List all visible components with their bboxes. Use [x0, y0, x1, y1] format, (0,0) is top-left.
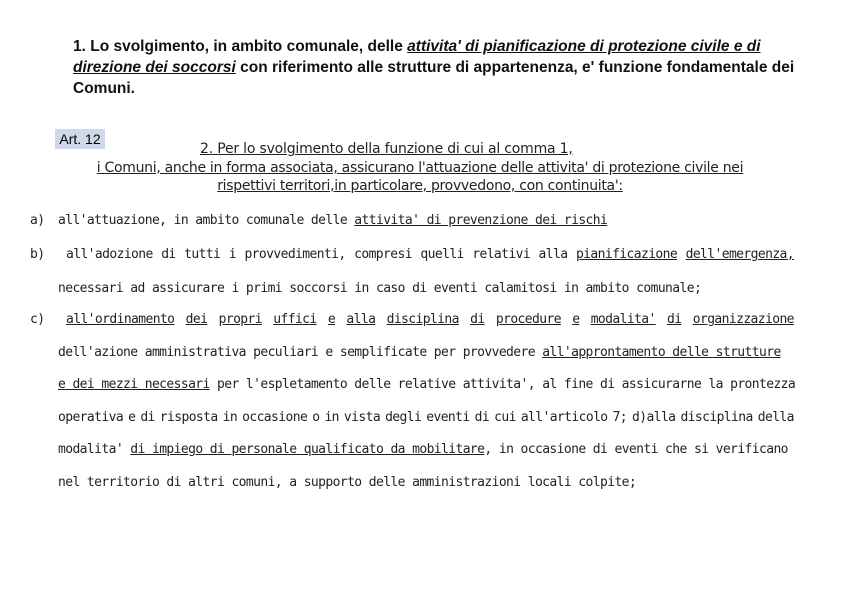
item-c-word: in: [324, 410, 339, 425]
item-c-word: in: [222, 410, 238, 425]
item-a-text: [58, 213, 607, 228]
item-b-line-1: [66, 247, 794, 262]
item-c-word: cui: [494, 410, 516, 425]
item-c-word: di: [140, 410, 155, 425]
item-c-line-3-plain: per l'espletamento delle relative attivita', al fine di assicurarne la prontezza: [209, 377, 796, 392]
item-c-line-3-underlined: e dei mezzi necessari: [58, 377, 210, 392]
item-c-line-1: [66, 312, 794, 327]
item-c-word: organizzazione: [692, 312, 794, 327]
item-c-word: operativa: [58, 410, 124, 425]
item-c-word: all'ordinamento: [66, 312, 175, 327]
item-b-word: all'adozione: [66, 247, 153, 262]
intro-text-start: 1. Lo svolgimento, in ambito comunale, delle: [73, 38, 408, 55]
item-c-word: e: [128, 410, 136, 425]
item-c-word: modalita': [590, 312, 656, 327]
item-c-word: occasione: [242, 410, 308, 425]
item-c-word: uffici: [273, 312, 317, 327]
item-c-word: risposta: [159, 410, 218, 425]
item-marker-b: b): [30, 247, 45, 262]
item-c-word: di: [470, 312, 485, 327]
intro-paragraph: [73, 36, 808, 99]
comma-2-line-3: rispettivi territori,in particolare, provvedono, con continuita':: [217, 178, 623, 194]
item-b-word: di: [161, 247, 176, 262]
item-c-word: propri: [218, 312, 262, 327]
comma-2: [30, 140, 810, 196]
item-c-line-4: [58, 410, 794, 425]
item-c-word: degli: [385, 410, 422, 425]
item-c-word: procedure: [495, 312, 561, 327]
intro-underlined-phrase: attivita' di pianificazione di protezione civile e di direzione dei soccorsi: [73, 38, 761, 76]
item-b-word: tutti: [184, 247, 221, 262]
item-c-word: della: [757, 410, 794, 425]
item-c-line-5-end: , in occasione di eventi che si verificano: [484, 442, 788, 457]
item-c-line-5-underlined: di impiego di personale qualificato da mobilitare: [130, 442, 485, 457]
item-c-line-3: [58, 377, 795, 392]
item-c-word: alla: [346, 312, 376, 327]
item-c-line-5-start: modalita': [58, 442, 124, 457]
item-c-word: all'articolo: [520, 410, 608, 425]
item-c-word: eventi: [426, 410, 470, 425]
item-a-underlined: attivita' di prevenzione dei rischi: [354, 213, 608, 228]
item-b-word: relativi: [472, 247, 531, 262]
comma-2-line-2: i Comuni, anche in forma associata, assicurano l'attuazione delle attivita' di protezione civile nei: [96, 159, 744, 176]
item-c-line-5: [58, 442, 788, 457]
item-c-word: o: [312, 410, 320, 425]
item-b-underlined-1: pianificazione: [575, 247, 678, 262]
article-label: Art. 12: [55, 129, 105, 149]
item-b-word: provvedimenti,: [244, 247, 346, 262]
item-c-word: e: [572, 312, 580, 327]
item-c-word: dei: [185, 312, 208, 327]
item-c-word: vista: [343, 410, 381, 425]
item-c-word: di: [667, 312, 682, 327]
item-c-line-6: nel territorio di altri comuni, a supporto delle amministrazioni locali colpite;: [58, 475, 637, 490]
item-c-word: disciplina: [386, 312, 459, 327]
item-c-word: e: [327, 312, 336, 327]
item-b-underlined-2: dell'emergenza,: [685, 247, 794, 262]
item-marker-a: a): [30, 213, 45, 228]
item-c-word: disciplina: [680, 410, 753, 425]
item-c-line-2-plain: dell'azione amministrativa peculiari e semplificate per provvedere: [58, 345, 543, 360]
item-c-word: 7;: [612, 410, 628, 425]
item-a-plain: all'attuazione, in ambito comunale delle: [58, 213, 355, 228]
item-c-line-2: [58, 345, 781, 360]
item-b-word: alla: [538, 247, 568, 262]
item-b-word: quelli: [420, 247, 464, 262]
intro-text-end: con riferimento alle strutture di appartenenza, e' funzione fondamentale dei Comuni.: [73, 59, 795, 97]
item-marker-c: c): [30, 312, 45, 327]
item-b-line-2: necessari ad assicurare i primi soccorsi in caso di eventi calamitosi in ambito comunale;: [58, 281, 702, 296]
item-b-word: compresi: [354, 247, 412, 262]
comma-2-line-1: 2. Per lo svolgimento della funzione di cui al comma 1,: [200, 141, 573, 157]
item-c-word: d)alla: [632, 410, 676, 425]
item-c-line-2-underlined: all'approntamento delle strutture: [542, 345, 781, 360]
item-b-word: i: [228, 247, 236, 262]
item-c-word: di: [474, 410, 490, 425]
